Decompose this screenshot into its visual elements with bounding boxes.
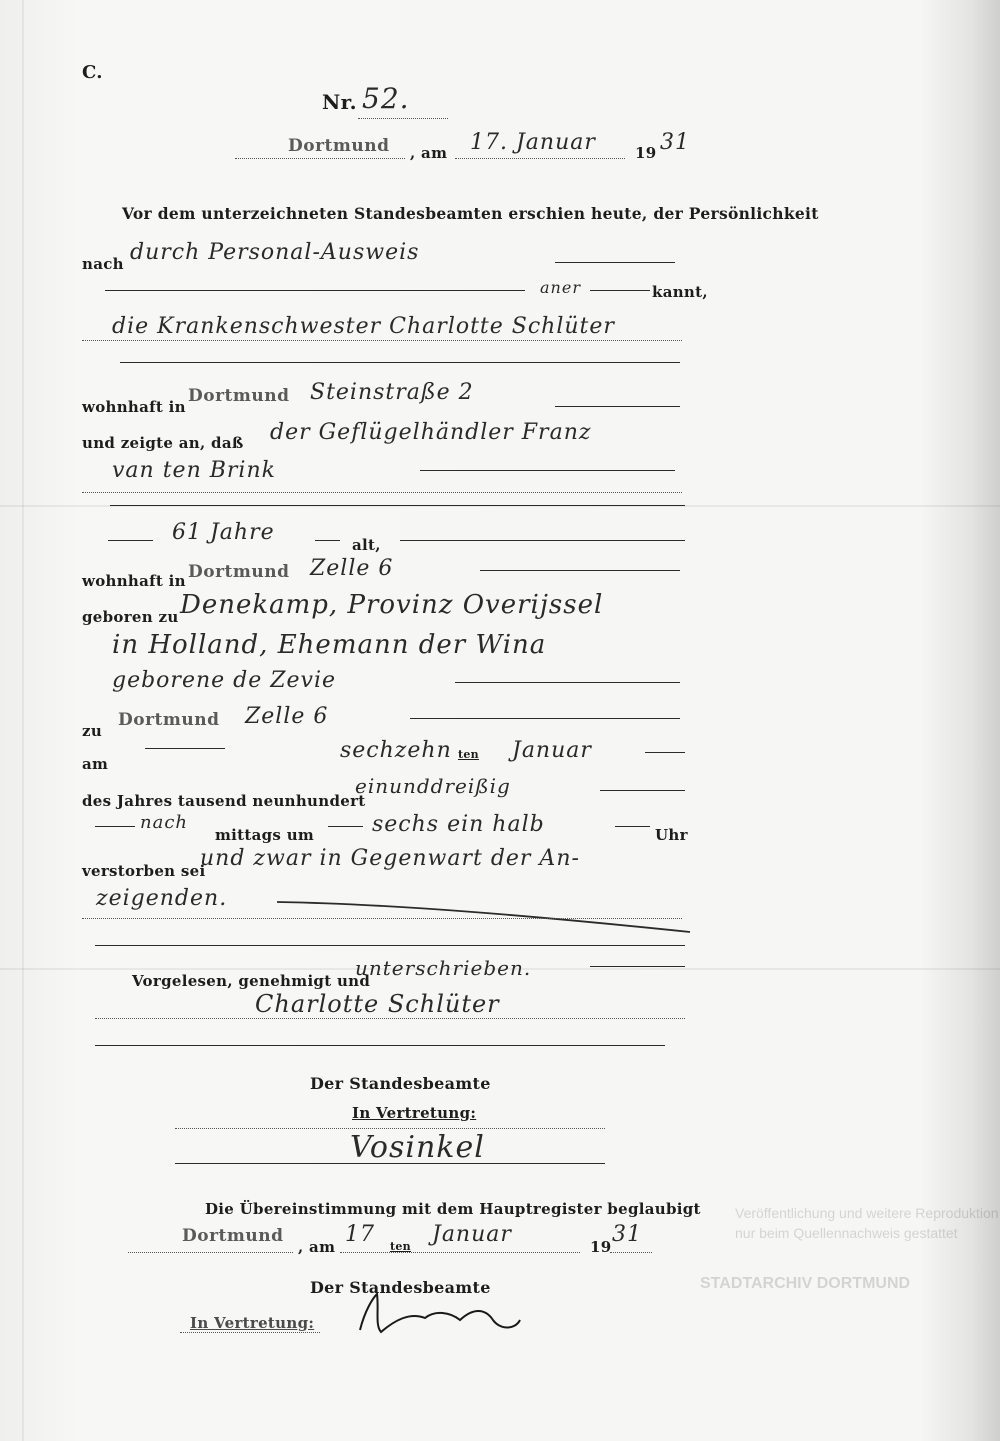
time-value: sechs ein halb <box>372 812 545 837</box>
official-signature: Vosinkel <box>350 1130 485 1165</box>
informant-name: die Krankenschwester Charlotte Schlüter <box>112 314 615 339</box>
born-line3: geborene de Zevie <box>112 668 337 693</box>
died-label: verstorben sei <box>82 862 206 880</box>
residence2-label: wohnhaft in <box>82 572 186 590</box>
date-line <box>235 158 405 159</box>
jahr-label: des Jahres tausend neunhundert <box>82 792 366 810</box>
cert-ten: ten <box>390 1240 411 1253</box>
fill-line <box>110 505 685 506</box>
am-ten: ten <box>458 748 479 761</box>
fill-line <box>600 790 685 791</box>
nach-label: nach <box>82 255 124 273</box>
zu-label: zu <box>82 722 103 740</box>
date-line <box>128 1252 293 1253</box>
fill-line <box>95 826 135 827</box>
fill-line <box>82 340 682 341</box>
fill-line <box>615 826 650 827</box>
fill-line <box>95 945 685 946</box>
fill-line <box>95 1018 685 1019</box>
kannt-insert: aner <box>540 278 581 297</box>
fill-line <box>400 540 685 541</box>
reported-line2: van ten Brink <box>112 458 276 483</box>
number-label: Nr. <box>322 90 357 114</box>
jahr-value: einunddreißig <box>355 774 511 798</box>
fill-line <box>455 682 680 683</box>
fill-line <box>555 406 680 407</box>
date-line <box>455 158 625 159</box>
residence1-label: wohnhaft in <box>82 398 186 416</box>
residence2-street: Zelle 6 <box>310 556 394 581</box>
residence2-city: Dortmund <box>188 562 290 582</box>
fill-line <box>82 918 682 919</box>
time-label: mittags um <box>215 826 315 844</box>
fill-line <box>420 470 675 471</box>
reported-line1: der Geflügelhändler Franz <box>270 420 592 445</box>
kannt-label: kannt, <box>652 283 708 301</box>
fill-line <box>175 1163 605 1164</box>
date-line <box>340 1252 580 1253</box>
nach-value: durch Personal-Ausweis <box>130 240 420 265</box>
fill-line <box>180 1332 320 1333</box>
fill-line <box>145 748 225 749</box>
date-year-suffix: 31 <box>660 130 690 155</box>
fill-line <box>590 290 650 291</box>
form-letter: C. <box>82 62 103 83</box>
fill-line <box>175 1128 605 1129</box>
cert-day: 17 <box>345 1222 375 1247</box>
read-label: Vorgelesen, genehmigt und <box>132 972 371 990</box>
died-line2: zeigenden. <box>96 886 228 911</box>
fill-line <box>315 540 340 541</box>
number-value: 52. <box>362 82 410 115</box>
intro-text: Vor dem unterzeichneten Standesbeamten erschien heute, der Persönlichkeit <box>122 204 819 223</box>
bleed-through: nur beim Quellennachweis gestattet <box>735 1225 958 1241</box>
fill-line <box>108 540 153 541</box>
died-line1: und zwar in Gegenwart der An- <box>200 846 580 871</box>
born-label: geboren zu <box>82 608 179 626</box>
born-line2: in Holland, Ehemann der Wina <box>112 630 547 660</box>
cert-sep: , am <box>298 1238 336 1256</box>
am-day: sechzehn <box>340 738 452 763</box>
bleed-through: STADTARCHIV DORTMUND <box>700 1275 911 1292</box>
am-month: Januar <box>512 738 592 763</box>
paper-fold <box>22 0 24 1441</box>
fill-line <box>480 570 680 571</box>
cert-signature-mark <box>355 1290 525 1344</box>
date-line <box>610 1252 652 1253</box>
fill-line <box>410 718 680 719</box>
fill-line <box>645 752 685 753</box>
age-label: alt, <box>352 536 381 554</box>
born-line1: Denekamp, Provinz Overijssel <box>180 590 604 620</box>
cert-year-suffix: 31 <box>612 1222 642 1247</box>
fill-line <box>328 826 363 827</box>
residence1-city: Dortmund <box>188 386 290 406</box>
reported-label: und zeigte an, daß <box>82 434 244 452</box>
date-sep: , am <box>410 144 448 162</box>
fill-line <box>82 492 682 493</box>
bleed-through: Veröffentlichung und weitere Reproduktion <box>735 1205 999 1221</box>
read-value: unterschrieben. <box>355 956 532 980</box>
cert-title: Der Standesbeamte <box>310 1278 491 1297</box>
number-line <box>358 118 448 119</box>
official-title: Der Standesbeamte <box>310 1074 491 1093</box>
cert-deputy: In Vertretung: <box>190 1314 315 1332</box>
fill-line <box>590 966 685 967</box>
fill-line <box>555 262 675 263</box>
informant-signature: Charlotte Schlüter <box>255 990 500 1018</box>
am-label: am <box>82 755 109 773</box>
date-value: 17. Januar <box>470 130 596 155</box>
date-city: Dortmund <box>288 136 390 156</box>
date-year-prefix: 19 <box>635 144 657 162</box>
fill-line <box>105 290 525 291</box>
official-deputy: In Vertretung: <box>352 1104 477 1122</box>
cert-city: Dortmund <box>182 1226 284 1246</box>
fill-line <box>95 1045 665 1046</box>
residence1-street: Steinstraße 2 <box>310 380 474 405</box>
time-before: nach <box>140 812 188 833</box>
zu-city: Dortmund <box>118 710 220 730</box>
age-value: 61 Jahre <box>172 520 275 545</box>
cert-year-prefix: 19 <box>590 1238 612 1256</box>
time-uhr: Uhr <box>655 826 688 844</box>
certification-text: Die Übereinstimmung mit dem Hauptregister beglaubigt <box>205 1200 701 1218</box>
cert-month: Januar <box>432 1222 512 1247</box>
fill-line <box>120 362 680 363</box>
zu-street: Zelle 6 <box>245 704 329 729</box>
